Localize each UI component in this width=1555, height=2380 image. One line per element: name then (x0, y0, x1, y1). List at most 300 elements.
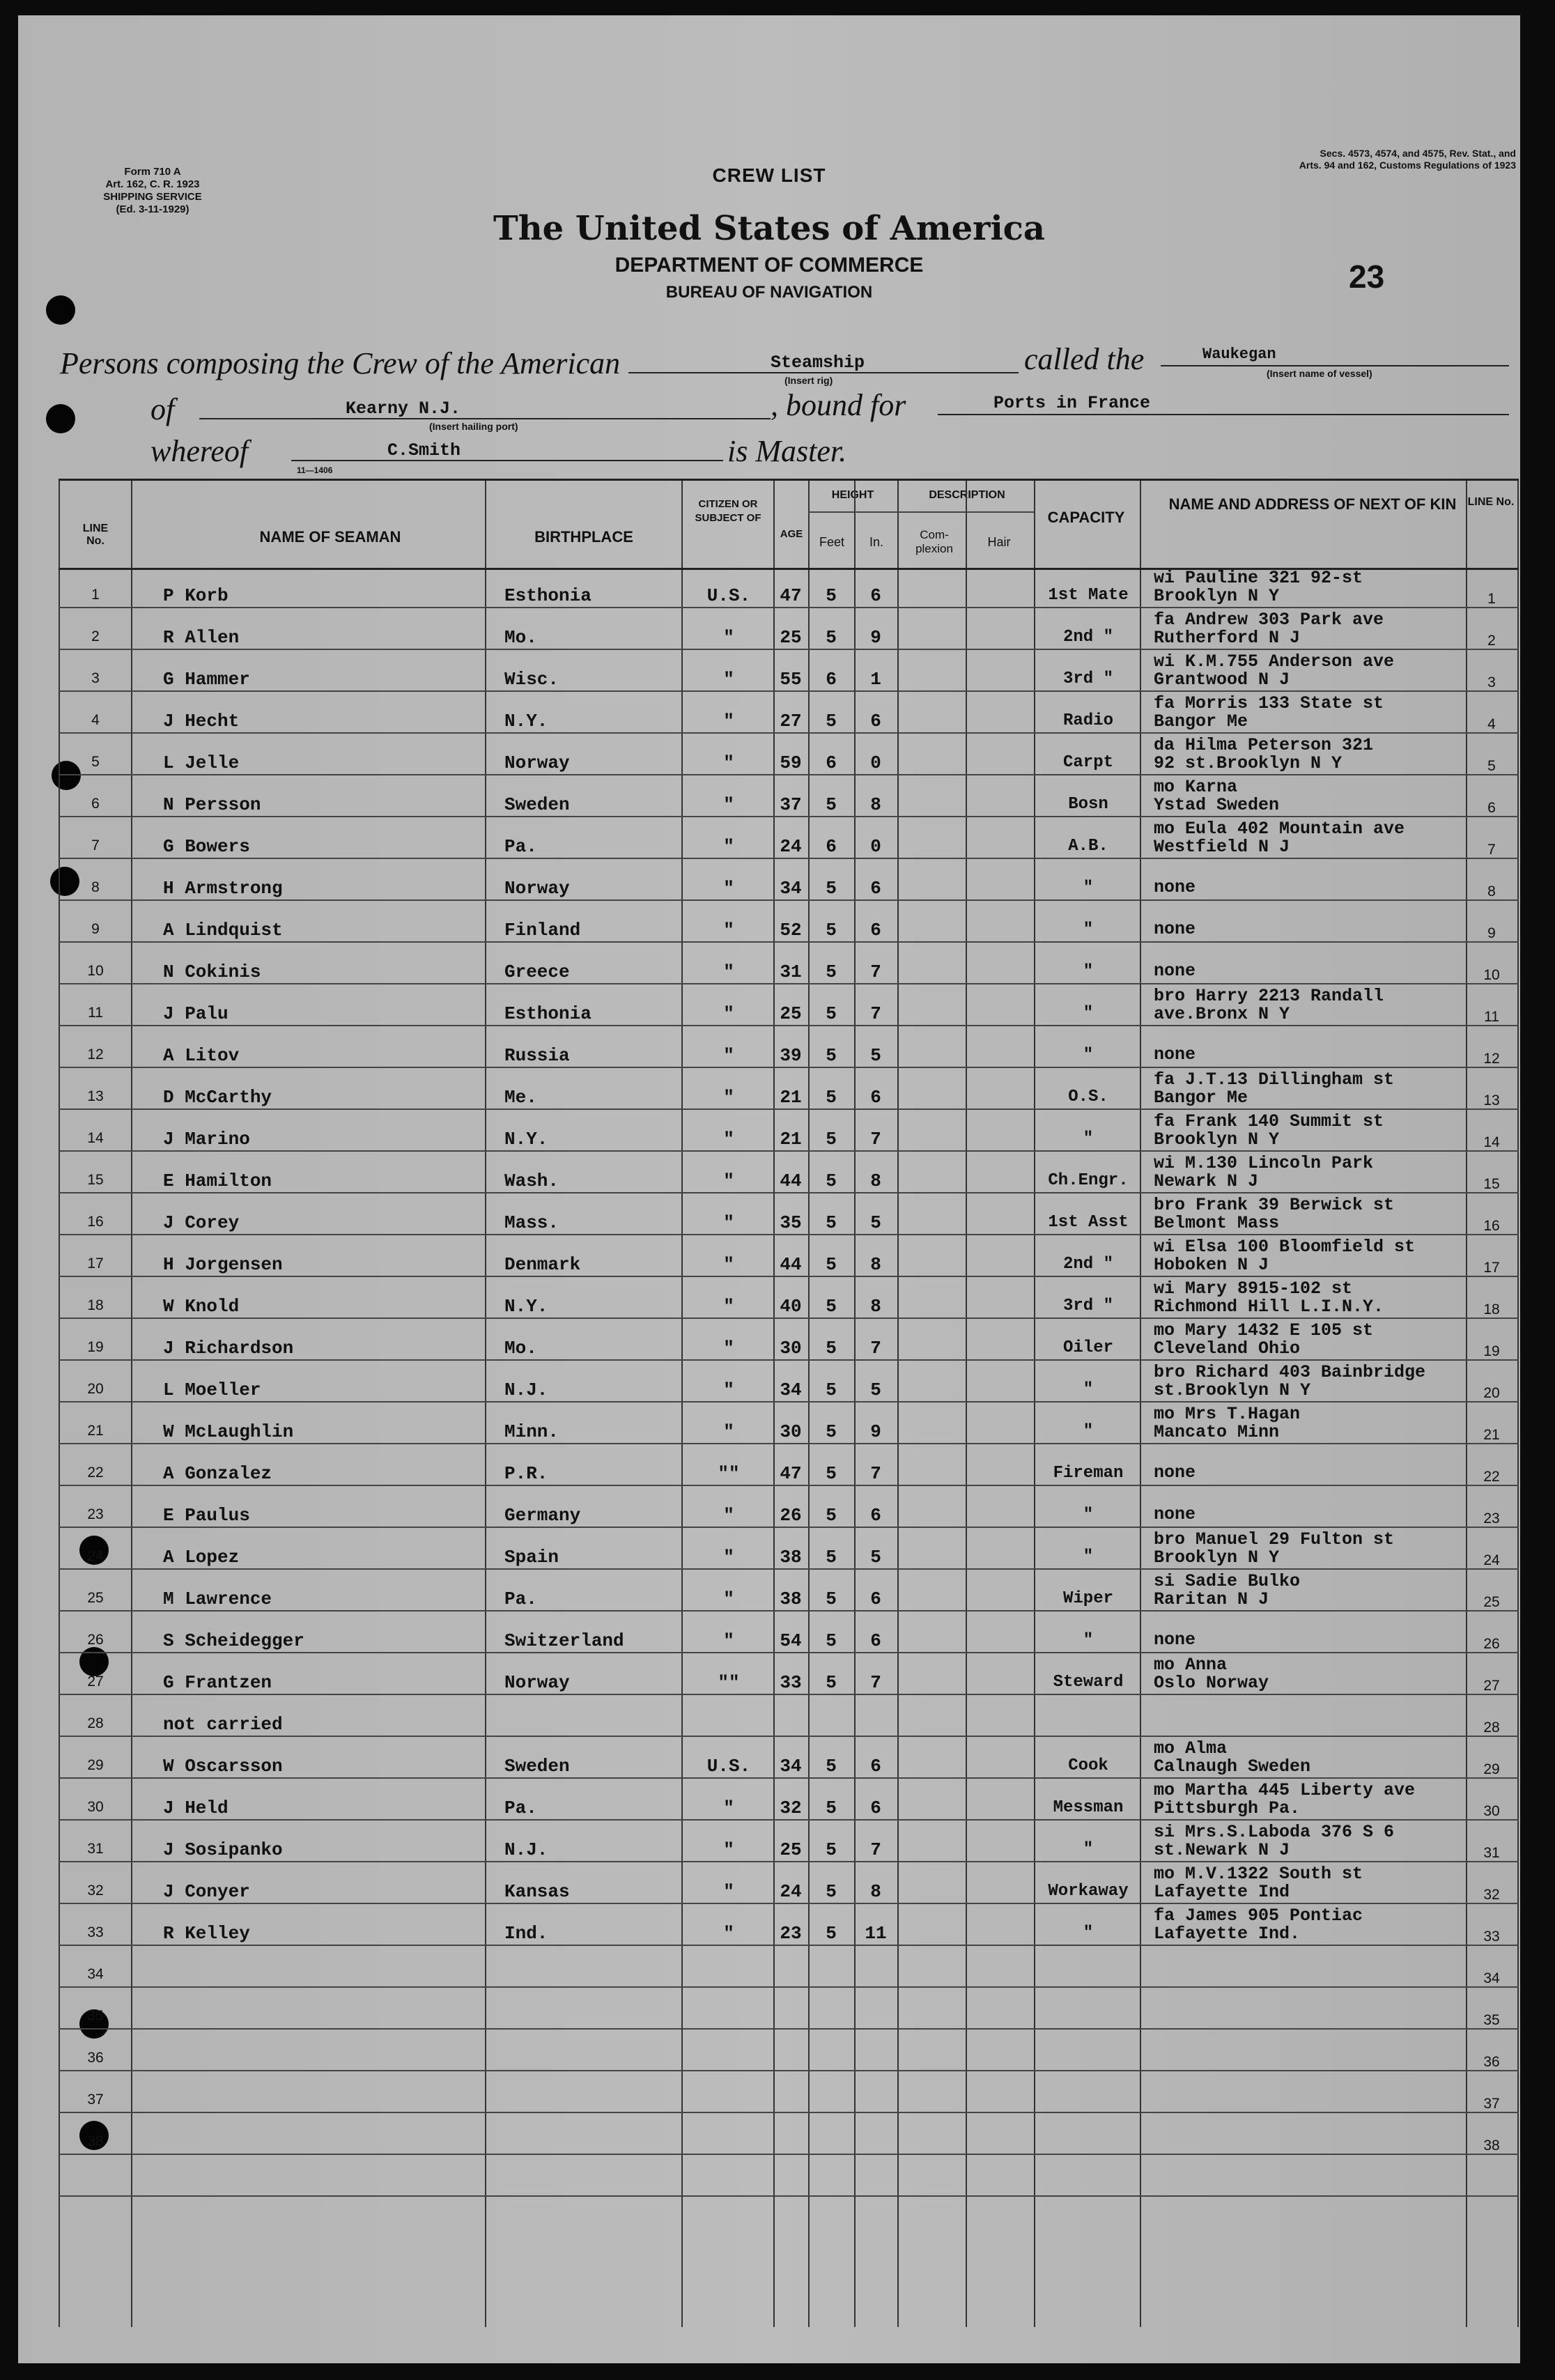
height-feet: 5 (826, 1254, 837, 1275)
col-next-of-kin: NAME AND ADDRESS OF NEXT OF KIN (1168, 495, 1457, 513)
line-number: 19 (87, 1339, 104, 1355)
next-of-kin: bro Harry 2213 Randall ave.Bronx N Y (1154, 986, 1384, 1024)
next-of-kin: si Sadie Bulko Raritan N J (1154, 1571, 1301, 1609)
line-number: 20 (87, 1381, 104, 1397)
line-number-right: 5 (1487, 758, 1496, 774)
line-number-right: 9 (1487, 925, 1496, 941)
citizenship: " (723, 1129, 734, 1150)
bureau-heading: BUREAU OF NAVIGATION (665, 283, 873, 302)
next-of-kin: wi Elsa 100 Bloomfield st Hoboken N J (1154, 1237, 1416, 1275)
line-number-right: 26 (1483, 1636, 1500, 1652)
height-inches: 8 (870, 1296, 881, 1317)
height-feet: 5 (826, 1923, 837, 1944)
seaman-name: J Richardson (163, 1338, 294, 1359)
birthplace: Denmark (504, 1254, 581, 1275)
birthplace: Mo. (504, 1338, 537, 1359)
next-of-kin: fa James 905 Pontiac Lafayette Ind. (1154, 1906, 1363, 1944)
height-inches: 8 (870, 794, 881, 815)
next-of-kin: mo Anna Oslo Norway (1154, 1655, 1269, 1693)
line-number: 22 (87, 1465, 104, 1481)
capacity: Carpt (1062, 753, 1113, 772)
seaman-name: R Allen (163, 627, 240, 648)
age: 47 (780, 1463, 802, 1484)
capacity: 1st Asst (1048, 1213, 1129, 1232)
line-number-right: 11 (1484, 1009, 1499, 1025)
citizenship: " (723, 920, 734, 941)
height-inches: 5 (870, 1045, 881, 1066)
capacity: Wiper (1062, 1589, 1113, 1608)
hailing-port: Kearny N.J. (346, 399, 461, 419)
line-number-right: 34 (1483, 1970, 1500, 1986)
birthplace: N.Y. (504, 711, 548, 732)
capacity: " (1083, 1506, 1094, 1524)
line-number-right: 37 (1483, 2096, 1500, 2112)
next-of-kin: none (1154, 919, 1196, 939)
height-inches: 6 (870, 1087, 881, 1108)
citizenship: " (723, 794, 734, 815)
line-number-right: 17 (1483, 1260, 1500, 1276)
row-rule (59, 607, 1519, 608)
line-number-right: 32 (1483, 1887, 1500, 1903)
column-rule (131, 481, 132, 2327)
line-number-right: 8 (1487, 883, 1496, 899)
line-number-right: 22 (1483, 1469, 1500, 1485)
capacity: " (1083, 1840, 1094, 1859)
line-number-right: 16 (1483, 1218, 1500, 1234)
height-inches: 8 (870, 1881, 881, 1902)
next-of-kin: bro Manuel 29 Fulton st Brooklyn N Y (1154, 1529, 1395, 1568)
birthplace: Me. (504, 1087, 537, 1108)
birthplace: Norway (504, 878, 570, 899)
line-number-right: 14 (1483, 1134, 1500, 1150)
next-of-kin: mo Martha 445 Liberty ave Pittsburgh Pa. (1154, 1780, 1416, 1818)
height-inches: 6 (870, 1589, 881, 1609)
next-of-kin: mo Eula 402 Mountain ave Westfield N J (1154, 819, 1405, 857)
capacity: Ch.Engr. (1048, 1171, 1129, 1190)
age: 40 (780, 1296, 802, 1317)
height-inches: 6 (870, 1630, 881, 1651)
seaman-name: G Frantzen (163, 1672, 272, 1693)
seaman-name: L Moeller (163, 1380, 261, 1400)
age: 39 (780, 1045, 802, 1066)
birthplace: N.Y. (504, 1296, 548, 1317)
row-rule (59, 1150, 1519, 1152)
age: 25 (780, 627, 802, 648)
citizenship: "" (718, 1672, 740, 1693)
height-inches: 6 (870, 1505, 881, 1526)
capacity: Workaway (1048, 1882, 1129, 1901)
height-feet: 5 (826, 1547, 837, 1568)
height-feet: 5 (826, 1421, 837, 1442)
col-feet: Feet (819, 535, 845, 549)
height-feet: 5 (826, 711, 837, 732)
row-rule (59, 1527, 1519, 1528)
seaman-name: D McCarthy (163, 1087, 272, 1108)
height-feet: 5 (826, 1505, 837, 1526)
column-rule (897, 481, 899, 2327)
age: 24 (780, 836, 802, 857)
citizenship: " (723, 836, 734, 857)
capacity: " (1083, 1004, 1094, 1023)
seaman-name: not carried (163, 1714, 283, 1735)
line-number: 10 (87, 963, 104, 979)
crew-table (59, 479, 1519, 2327)
age: 55 (780, 669, 802, 690)
line-number: 18 (87, 1297, 104, 1313)
line-number: 5 (91, 754, 100, 770)
height-inches: 6 (870, 878, 881, 899)
next-of-kin: wi Pauline 321 92-st Brooklyn N Y (1154, 568, 1363, 606)
birthplace: Germany (504, 1505, 581, 1526)
citizenship: " (723, 711, 734, 732)
row-rule (59, 1903, 1519, 1904)
next-of-kin: mo Mary 1432 E 105 st Cleveland Ohio (1154, 1320, 1374, 1359)
row-rule (59, 1819, 1519, 1821)
birthplace: Sweden (504, 794, 570, 815)
line-number: 3 (91, 670, 100, 686)
line-number-right: 25 (1483, 1594, 1500, 1610)
citizenship: " (723, 1170, 734, 1191)
age: 23 (780, 1923, 802, 1944)
height-feet: 5 (826, 961, 837, 982)
age: 21 (780, 1129, 802, 1150)
height-feet: 5 (826, 878, 837, 899)
line-number-right: 31 (1483, 1845, 1500, 1861)
line-number-right: 30 (1483, 1803, 1500, 1819)
height-inches: 9 (870, 1421, 881, 1442)
next-of-kin: wi M.130 Lincoln Park Newark N J (1154, 1153, 1374, 1191)
birthplace: Mo. (504, 627, 537, 648)
row-rule (59, 899, 1519, 901)
hailing-port-underline (199, 418, 771, 419)
height-feet: 5 (826, 1380, 837, 1400)
next-of-kin: none (1154, 1462, 1196, 1483)
line-number: 21 (87, 1423, 104, 1439)
line-number: 6 (91, 796, 100, 812)
row-rule (59, 983, 1519, 984)
line-number-right: 2 (1487, 633, 1496, 649)
birthplace: Ind. (504, 1923, 548, 1944)
capacity: Fireman (1053, 1464, 1124, 1483)
line-number-right: 36 (1483, 2054, 1500, 2070)
citizenship: " (723, 1338, 734, 1359)
crew-intro-label: Persons composing the Crew of the American (60, 346, 621, 380)
age: 52 (780, 920, 802, 941)
citizenship: " (723, 752, 734, 773)
line-number-right: 28 (1483, 1720, 1500, 1736)
column-rule (1517, 481, 1519, 2327)
capacity: Cook (1068, 1756, 1108, 1775)
row-rule (59, 2154, 1519, 2155)
col-description: DESCRIPTION (929, 489, 1005, 501)
row-rule (59, 2070, 1519, 2071)
citizenship: " (723, 1881, 734, 1902)
seaman-name: W Oscarsson (163, 1756, 283, 1777)
row-rule (59, 816, 1519, 817)
next-of-kin: fa Morris 133 State st Bangor Me (1154, 693, 1384, 732)
birthplace: Norway (504, 1672, 570, 1693)
column-rule (681, 481, 683, 2327)
line-number: 36 (87, 2050, 104, 2066)
line-number: 32 (87, 1883, 104, 1899)
citizenship: "" (718, 1463, 740, 1484)
row-rule (59, 1192, 1519, 1193)
next-of-kin: fa Andrew 303 Park ave Rutherford N J (1154, 610, 1384, 648)
height-feet: 5 (826, 1212, 837, 1233)
age: 24 (780, 1881, 802, 1902)
birthplace: Finland (504, 920, 581, 941)
line-number-right: 24 (1483, 1552, 1500, 1568)
statute-reference: Secs. 4573, 4574, and 4575, Rev. Stat., and Arts. 94 and 162, Customs Regulations of 1923 (1299, 148, 1516, 171)
line-number-right: 20 (1483, 1385, 1500, 1401)
birthplace: Spain (504, 1547, 559, 1568)
is-master-label: is Master. (727, 434, 847, 468)
seaman-name: J Held (163, 1798, 229, 1818)
seaman-name: W McLaughlin (163, 1421, 294, 1442)
seaman-name: J Hecht (163, 711, 240, 732)
next-of-kin: da Hilma Peterson 321 92 st.Brooklyn N Y (1154, 735, 1374, 773)
punch-hole (46, 404, 75, 433)
seaman-name: J Sosipanko (163, 1839, 283, 1860)
next-of-kin: none (1154, 1630, 1196, 1650)
line-number: 17 (87, 1255, 104, 1272)
citizenship: " (723, 1087, 734, 1108)
line-number-right: 35 (1483, 2012, 1500, 2028)
citizenship: " (723, 1505, 734, 1526)
next-of-kin: fa J.T.13 Dillingham st Bangor Me (1154, 1069, 1395, 1108)
line-number: 15 (87, 1172, 104, 1188)
age: 31 (780, 961, 802, 982)
vessel-name: Waukegan (1202, 346, 1276, 363)
height-feet: 5 (826, 1129, 837, 1150)
birthplace: N.J. (504, 1839, 548, 1860)
next-of-kin: none (1154, 1044, 1196, 1065)
age: 38 (780, 1589, 802, 1609)
line-number: 37 (87, 2092, 104, 2108)
birthplace: Esthonia (504, 585, 591, 606)
row-rule (59, 690, 1519, 692)
line-number-right: 10 (1483, 967, 1500, 983)
capacity: " (1083, 1422, 1094, 1441)
birthplace: Wisc. (504, 669, 559, 690)
capacity: " (1083, 1380, 1094, 1399)
seaman-name: S Scheidegger (163, 1630, 304, 1651)
height-feet: 5 (826, 1672, 837, 1693)
line-number: 12 (87, 1046, 104, 1062)
capacity: " (1083, 1046, 1094, 1065)
line-number: 1 (91, 587, 100, 603)
column-rule (485, 481, 486, 2327)
height-feet: 5 (826, 585, 837, 606)
seaman-name: J Conyer (163, 1881, 250, 1902)
height-feet: 5 (826, 1630, 837, 1651)
seaman-name: J Corey (163, 1212, 240, 1233)
seaman-name: G Hammer (163, 669, 250, 690)
age: 59 (780, 752, 802, 773)
birthplace: N.Y. (504, 1129, 548, 1150)
vessel-hint: (Insert name of vessel) (1267, 368, 1372, 379)
next-of-kin: si Mrs.S.Laboda 376 S 6 st.Newark N J (1154, 1822, 1395, 1860)
citizenship: " (723, 1547, 734, 1568)
capacity: 2nd " (1062, 628, 1113, 647)
seaman-name: J Marino (163, 1129, 250, 1150)
col-hair: Hair (987, 535, 1011, 549)
country-heading: The United States of America (493, 209, 1046, 248)
age: 38 (780, 1547, 802, 1568)
hailing-port-hint: (Insert hailing port) (429, 421, 518, 432)
citizenship: " (723, 1212, 734, 1233)
birthplace: Sweden (504, 1756, 570, 1777)
next-of-kin: fa Frank 140 Summit st Brooklyn N Y (1154, 1111, 1384, 1150)
height-inches: 7 (870, 1129, 881, 1150)
description-subrule (897, 511, 1034, 513)
height-feet: 6 (826, 836, 837, 857)
next-of-kin: mo Alma Calnaugh Sweden (1154, 1738, 1311, 1777)
next-of-kin: none (1154, 1504, 1196, 1524)
row-rule (59, 1443, 1519, 1444)
seaman-name: J Palu (163, 1003, 229, 1024)
height-feet: 5 (826, 1798, 837, 1818)
age: 34 (780, 1380, 802, 1400)
col-citizen: CITIZEN OR SUBJECT OF (695, 498, 761, 524)
height-inches: 6 (870, 920, 881, 941)
birthplace: Pa. (504, 1798, 537, 1818)
row-rule (59, 1318, 1519, 1319)
height-feet: 5 (826, 1045, 837, 1066)
height-inches: 8 (870, 1170, 881, 1191)
row-rule (59, 941, 1519, 943)
row-rule (59, 732, 1519, 734)
age: 25 (780, 1839, 802, 1860)
height-subrule (808, 511, 897, 513)
col-height: HEIGHT (831, 489, 874, 501)
citizenship: " (723, 1254, 734, 1275)
rig-value: Steamship (771, 353, 865, 373)
seaman-name: M Lawrence (163, 1589, 272, 1609)
line-number-right: 13 (1483, 1092, 1500, 1108)
age: 54 (780, 1630, 802, 1651)
row-rule (59, 1694, 1519, 1695)
capacity: Radio (1062, 711, 1113, 730)
age: 34 (780, 1756, 802, 1777)
citizenship: U.S. (706, 585, 751, 606)
seaman-name: R Kelley (163, 1923, 250, 1944)
row-rule (59, 2028, 1519, 2030)
seaman-name: A Litov (163, 1045, 240, 1066)
birthplace: Kansas (504, 1881, 570, 1902)
birthplace: Mass. (504, 1212, 559, 1233)
height-inches: 6 (870, 1798, 881, 1818)
row-rule (59, 1485, 1519, 1486)
next-of-kin: none (1154, 961, 1196, 981)
height-feet: 5 (826, 1589, 837, 1609)
height-feet: 6 (826, 669, 837, 690)
row-rule (59, 1861, 1519, 1862)
height-inches: 5 (870, 1547, 881, 1568)
page-number: 23 (1349, 258, 1385, 295)
citizenship: " (723, 1798, 734, 1818)
row-rule (59, 1568, 1519, 1570)
birthplace: Esthonia (504, 1003, 591, 1024)
height-inches: 6 (870, 1756, 881, 1777)
birthplace: Minn. (504, 1421, 559, 1442)
line-number-right: 29 (1483, 1761, 1500, 1777)
row-rule (59, 1359, 1519, 1361)
row-rule (59, 774, 1519, 775)
row-rule (59, 1945, 1519, 1946)
line-number-right: 1 (1487, 591, 1496, 607)
line-number-right: 38 (1483, 2138, 1500, 2154)
age: 35 (780, 1212, 802, 1233)
capacity: Steward (1053, 1673, 1124, 1692)
next-of-kin: wi K.M.755 Anderson ave Grantwood N J (1154, 651, 1395, 690)
line-number: 35 (87, 2008, 104, 2024)
birthplace: Switzerland (504, 1630, 624, 1651)
next-of-kin: mo M.V.1322 South st Lafayette Ind (1154, 1864, 1363, 1902)
height-feet: 5 (826, 1881, 837, 1902)
height-feet: 5 (826, 920, 837, 941)
citizenship: " (723, 1630, 734, 1651)
line-number: 26 (87, 1632, 104, 1648)
height-inches: 7 (870, 1003, 881, 1024)
line-number: 30 (87, 1799, 104, 1815)
line-number-right: 19 (1483, 1343, 1500, 1359)
age: 34 (780, 878, 802, 899)
height-inches: 6 (870, 711, 881, 732)
line-number-right: 18 (1483, 1301, 1500, 1318)
line-number: 7 (91, 837, 100, 853)
line-number-right: 33 (1483, 1929, 1500, 1945)
age: 30 (780, 1338, 802, 1359)
citizenship: " (723, 878, 734, 899)
citizenship: " (723, 1380, 734, 1400)
line-number: 14 (87, 1130, 104, 1146)
capacity: " (1083, 920, 1094, 939)
capacity: O.S. (1068, 1088, 1108, 1106)
height-inches: 1 (870, 669, 881, 690)
capacity: Oiler (1062, 1338, 1113, 1357)
line-number: 33 (87, 1924, 104, 1940)
height-feet: 5 (826, 1087, 837, 1108)
column-rule (1140, 481, 1141, 2327)
seaman-name: P Korb (163, 585, 229, 606)
birthplace: Norway (504, 752, 570, 773)
line-number: 34 (87, 1966, 104, 1982)
row-rule (59, 1652, 1519, 1653)
birthplace: P.R. (504, 1463, 548, 1484)
height-feet: 5 (826, 1756, 837, 1777)
citizenship: " (723, 1839, 734, 1860)
line-number: 31 (87, 1841, 104, 1857)
vessel-underline (1161, 365, 1509, 366)
row-rule (59, 1986, 1519, 1988)
height-inches: 5 (870, 1380, 881, 1400)
capacity: 1st Mate (1048, 586, 1129, 605)
capacity: " (1083, 1547, 1094, 1566)
row-rule (59, 1025, 1519, 1026)
capacity: " (1083, 1631, 1094, 1650)
capacity: 3rd " (1062, 670, 1113, 688)
seaman-name: E Paulus (163, 1505, 250, 1526)
row-rule (59, 1067, 1519, 1068)
destination-underline (938, 414, 1509, 415)
line-number-right: 27 (1483, 1678, 1500, 1694)
line-number: 8 (91, 879, 100, 895)
form-identifier: Form 710 A Art. 162, C. R. 1923 SHIPPING SERVICE (Ed. 3-11-1929) (103, 166, 202, 215)
citizenship: " (723, 1045, 734, 1066)
citizenship: " (723, 627, 734, 648)
row-rule (59, 1234, 1519, 1235)
